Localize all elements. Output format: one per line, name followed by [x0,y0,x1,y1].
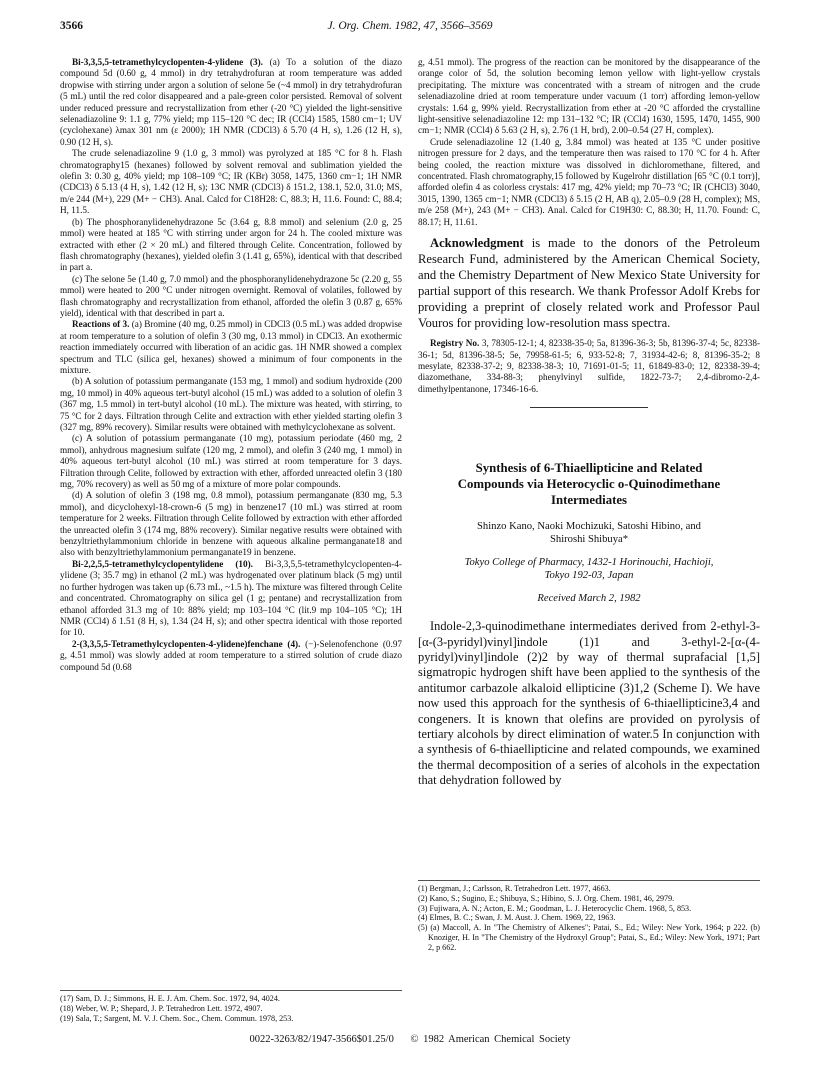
paragraph-text: (a) To a solution of the diazo compound 5d (0.60 g, 4 mmol) in dry tetrahydrofuran at room temperature was added dropwise with stirring under argon a solution of selone 5e (~4 mmol) in dry tetrahydrofuran (5 mL) until the red color disappeared and a pale-green color persisted. Removal of solvent under reduced pressure and recrystallization from ether (-20 °C) yielded the light-sensitive selenadiazoline 9: 1.1 g, 77% yield; mp 115–120 °C dec; IR (CCl4) 1585, 1580 cm−1; UV (cyclohexane) λmax 301 nm (ε 2000); 1H NMR (CDCl3) δ 5.70 (4 H, s), 1.26 (12 H, s), 0.90 (12 H, s). [60,57,402,147]
footnote: (19) Sala, T.; Sargent, M. V. J. Chem. Soc., Chem. Commun. 1978, 253. [60,1013,294,1023]
paragraph: (c) The selone 5e (1.40 g, 7.0 mmol) and the phosphoranylidenehydrazone 5c (2.20 g, 55 mmol) were heated to 200 °C under nitrogen overnight. Removal of volatiles, followed by flash chromatography and recrystallization from ethanol, afforded the olefin 3 (0.87 g, 65% yield), identical with that described in part a. [60,273,402,318]
footnote: (1) Bergman, J.; Carlsson, R. Tetrahedron Lett. 1977, 4663. [418,884,611,893]
left-column [60,57,402,673]
affiliation [418,556,760,582]
acknowledgment-text: is made to the donors of the Petroleum Research Fund, administered by the American Chemical Society, and the Chemistry Department of New Mexico State University for partial support of this research. We thank Professor Adolf Krebs for providing a preprint of closely related work and Professor Paul Vouros for providing low-resolution mass spectra. [418,236,760,331]
paragraph: (b) A solution of potassium permanganate (153 mg, 1 mmol) and sodium hydroxide (200 mg, 10 mmol) in 40% aqueous tert-butyl alcohol (15 mL) was added to a solution of olefin 3 (367 mg, 1.5 mmol) in tert-butyl alcohol (10 mL). The mixture was heated, with stirring, to 75 °C for 2 days. Filtration through Celite and extraction with ether yielded starting olefin 3 (327 mg, 89% recovery). Similar results were obtained with methylcyclohexane as solvent. [60,376,402,432]
page-number: 3566 [60,20,83,32]
paragraph: (d) A solution of olefin 3 (198 mg, 0.8 mmol), potassium permanganate (830 mg, 5.3 mmol), and dicyclohexyl-18-crown-6 (5 mg) in benzene17 (10 mL) was stirred at room temperature for 2 weeks. Filtration through Celite followed by extraction with ether afforded the unreacted olefin 3 (174 mg, 88% recovery). Similar negative results were obtained with benzyltriethylammonium chloride in benzene with aqueous alkaline permanganate18 and also with benzyltriethylammonium permanganate19 in benzene. [60,490,402,558]
authors [418,520,760,546]
paragraph: The crude selenadiazoline 9 (1.0 g, 3 mmol) was pyrolyzed at 185 °C for 8 h. Flash chromatography15 (hexanes) followed by solvent removal and sublimation yielded the olefin 3: 0.30 g, 40% yield; mp 108–109 °C; IR (KBr) 3058, 1475, 1360 cm−1; 1H NMR (CDCl3) δ 5.13 (4 H, s), 1.42 (12 H, s); 13C NMR (CDCl3) δ 151.2, 138.1, 52.0, 31.0; MS, m/e 244 (M+), 229 (M+ − CH3). Anal. Calcd for C18H28: C, 88.3; H, 11.6. Found: C, 88.4; H, 11.5. [60,148,402,216]
article-title [418,460,760,508]
registry-heading: Registry No. [430,338,480,349]
footnote: (17) Sam, D. J.; Simmons, H. E. J. Am. Chem. Soc. 1972, 94, 4024. [60,994,280,1003]
footnote: (2) Kano, S.; Sugino, E.; Shibuya, S.; Hibino, S. J. Org. Chem. 1981, 46, 2979. [418,893,675,903]
authors-line: Shinzo Kano, Naoki Mochizuki, Satoshi Hibino, and [477,521,701,533]
footnotes-left [60,990,402,1023]
paragraph [60,319,402,376]
affiliation-line: Tokyo 192-03, Japan [544,570,634,582]
paragraph: (c) A solution of potassium permanganate (10 mg), potassium periodate (460 mg, 2 mmol), anhydrous magnesium sulfate (120 mg, 2 mmol), and olefin 3 (240 mg, 1 mmol) in 40% aqueous tert-butyl alcohol (10 mL) was stirred at room temperature for 3 days. Filtration through Celite, followed by extraction with ether, afforded unreacted olefin 3 (180 mg, 70% recovery) as well as 50 mg of a mixture of more polar compounds. [60,433,402,490]
section-runin-heading: Reactions of 3. [72,319,130,330]
affiliation-line: Tokyo College of Pharmacy, 1432-1 Horinouchi, Hachioji, [464,557,714,569]
footnote: (3) Fujiwara, A. N.; Acton, E. M.; Goodman, L. J. Heterocyclic Chem. 1968, 5, 853. [418,903,692,913]
journal-citation: J. Org. Chem. 1982, 47, 3566–3569 [327,20,493,32]
running-header [60,20,760,36]
section-runin-heading: 2-(3,3,5,5-Tetramethylcyclopenten-4-ylidene)fenchane (4). [72,638,301,649]
section-runin-heading: Bi-3,3,5,5-tetramethylcyclopenten-4-ylidene (3). [72,57,263,67]
article-code: 0022-3263/82/1947-3566$01.25/0 [249,1034,394,1045]
acknowledgment-heading: Acknowledgment [430,236,524,251]
registry-numbers [418,338,760,395]
footnote-rule [418,880,760,881]
footnote: (5) (a) Maccoll, A. In "The Chemistry of Alkenes"; Patai, S., Ed.; Wiley: New York, 1964; p 222. (b) Knoziger, H. In "The Chemistry of the Hydroxyl Group"; Patai, S., Ed.; Wiley: New York, 1971; Part 2, p 662. [418,923,760,952]
authors-line: Shiroshi Shibuya* [550,534,628,546]
footnotes-right [418,880,760,953]
paragraph-text: (−)-Selenofenchone (0.97 g, 4.51 mmol) was slowly added at room temperature to a stirred solution of crude diazo compound 5d (0.68 [60,638,403,672]
paragraph: Crude selenadiazoline 12 (1.40 g, 3.84 mmol) was heated at 135 °C under positive nitrogen pressure for 2 days, and the temperature then was raised to 170 °C for 4 h. After being cooled, the reaction mixture was dissolved in dichloromethane, filtered, and concentrated. Flash chromatography,15 followed by Kugelrohr distillation [65 °C (0.1 torr)], afforded olefin 4 as colorless crystals: 417 mg, 42% yield; mp 70–73 °C; IR (CHCl3) 3040, 3015, 1390, 1365 cm−1; NMR (CDCl3) δ 5.15 (2 H, AB q), 2.05–0.9 (28 H, complex); MS, m/e 258 (M+), 243 (M+ − CH3). Anal. Calcd for C19H30: C, 88.30; H, 11.70. Found: C, 88.17; H, 11.61. [418,136,760,227]
paragraph [60,57,402,148]
article-intro: Indole-2,3-quinodimethane intermediates derived from 2-ethyl-3-[α-(3-pyridyl)vinyl]indole (1)1 and 3-ethyl-2-[α-(4-pyridyl)vinyl]indole (2)2 by way of thermal suprafacial [1,5] sigmatropic hydrogen shift have been applied to the synthesis of the antitumor carbazole alkaloid ellipticine (3)1,2 (Scheme I). We have now used this approach for the synthesis of 6-thiaellipticine3,4 and congeners. It is known that olefins are provided on pyrolysis of tertiary alcohols by direct elimination of water.5 In conjunction with a synthesis of 6-thiaellipticine and related compounds, we examined the thermal decomposition of a series of alcohols in the expectation that dehydration followed by [418,619,760,788]
title-line: Synthesis of 6-Thiaellipticine and Related [475,461,703,476]
section-divider [530,407,648,408]
acknowledgment [418,235,760,331]
title-line: Intermediates [550,493,628,508]
registry-text: 3, 78305-12-1; 4, 82338-35-0; 5a, 81396-36-3; 5b, 81396-37-4; 5c, 82338-36-1; 5d, 81396-38-5; 5e, 79958-61-5; 6, 933-52-8; 7, 31934-42-6; 8, 81396-35-2; 8 mesylate, 82338-37-2; 9, 82338-38-3; 10, 71691-01-5; 11, 61849-83-0; 12, 82338-39-4; diazomethane, 334-88-3; phenylvinyl sulfide, 1822-73-7; 2,4-dibromo-2,4-dimethylpentanone, 17346-16-6. [418,338,761,394]
page-footer [0,1034,820,1045]
copyright: © 1982 American Chemical Society [410,1034,571,1045]
footnote: (18) Weber, W. P.; Shepard, J. P. Tetrahedron Lett. 1972, 4907. [60,1003,263,1013]
section-runin-heading: Bi-2,2,5,5-tetramethylcyclopentylidene (10). [72,558,253,569]
paragraph: (b) The phosphoranylidenehydrazone 5c (3.64 g, 8.8 mmol) and selenium (2.0 g, 25 mmol) were heated at 185 °C with stirring under argon for 24 h. The cooled mixture was extracted with ether (2 × 20 mL) and filtered through Celite. Concentration, followed by flash chromatography (hexanes), yielded olefin 3 (1.41 g, 65%), identical with that described in part a. [60,216,402,273]
footnote-rule [60,990,402,991]
right-column [418,57,760,789]
paragraph-text: (a) Bromine (40 mg, 0.25 mmol) in CDCl3 (0.5 mL) was added dropwise at room temperature to a solution of olefin 3 (30 mg, 0.13 mmol) in CDCl3. An exothermic reaction immediately occurred with liberation of an acidic gas. 1H NMR showed a complex spectrum and TLC (silica gel, hexanes) showed a minimum of four components in the mixture. [60,319,402,375]
paragraph-text: Bi-3,3,5,5-tetramethylcyclopenten-4-ylidene (3; 35.7 mg) in ethanol (2 mL) was hydrogenated over platinum black (5 mg) until no further hydrogen was taken up (6.73 mL, ~1.5 h). The mixture was filtered through Celite and concentrated. Chromatography on silica gel (1 g; pentane) and recrystallization from ethanol afforded 31.3 mg of 10: 88% yield; mp 103–104 °C (lit.9 mp 104–105 °C); 1H NMR (CCl4) δ 1.51 (8 H, s), 1.34 (24 H, s); and other spectra identical with those reported for 10. [60,558,402,638]
paragraph [60,559,402,639]
paragraph [60,639,402,673]
paragraph: g, 4.51 mmol). The progress of the reaction can be monitored by the disappearance of the orange color of 5d, the solution becoming lemon yellow with light-yellow crystals precipitating. The mixture was concentrated with a stream of nitrogen and the crude selenadiazoline dried at room temperature under vacuum (1 torr) affording lemon-yellow crystals: 1.64 g, 99% yield. Recrystallization from ether at -20 °C afforded the crystalline light-sensitive selenadiazoline 12: mp 131–132 °C; IR (CCl4) 1630, 1595, 1470, 1455, 900 cm−1; NMR (CCl4) δ 5.63 (2 H, s), 2.76 (1 H, brd), 2.00–0.54 (27 H, complex). [418,57,760,136]
received-date: Received March 2, 1982 [537,593,641,605]
footnote: (4) Elmes, B. C.; Swan, J. M. Aust. J. Chem. 1969, 22, 1963. [418,913,616,923]
title-line: Compounds via Heterocyclic o-Quinodimethane [457,477,721,492]
